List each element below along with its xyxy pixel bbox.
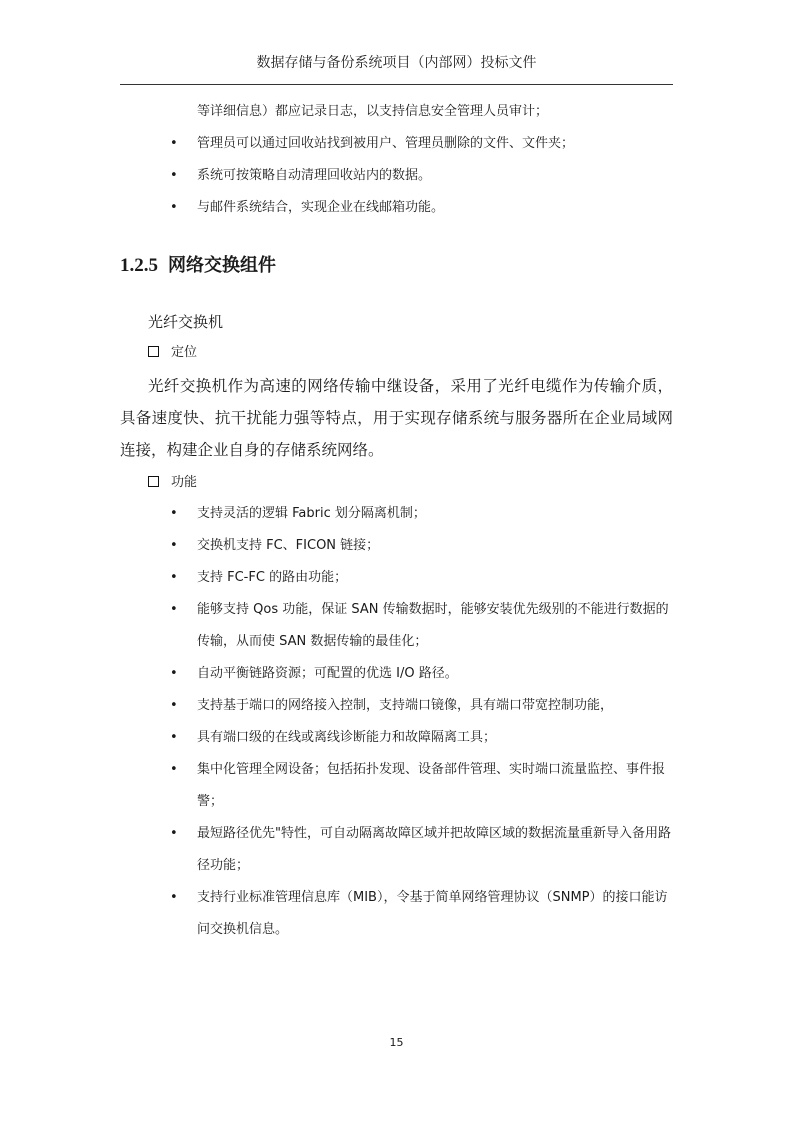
list-item: • 集中化管理全网设备；包括拓扑发现、设备部件管理、实时端口流量监控、事件报警； [120, 754, 673, 818]
positioning-label-text: 定位 [171, 345, 198, 360]
functions-label [120, 468, 673, 498]
list-item: • 具有端口级的在线或离线诊断能力和故障隔离工具； [120, 722, 673, 754]
section-heading [120, 244, 673, 288]
continuation-line: 等详细信息）都应记录日志，以支持信息安全管理人员审计； [197, 104, 549, 119]
positioning-label [120, 338, 673, 368]
section-number: 1.2.5 [120, 255, 158, 276]
list-item: • 与邮件系统结合，实现企业在线邮箱功能。 [120, 192, 673, 224]
list-item: • 支持行业标准管理信息库（MIB），令基于简单网络管理协议（SNMP）的接口能访问交换机信息。 [120, 882, 673, 946]
subsection-title: 光纤交换机 [148, 313, 224, 331]
section-title: 网络交换组件 [168, 255, 276, 276]
header-divider [120, 84, 673, 85]
positioning-paragraph: 光纤交换机作为高速的网络传输中继设备，采用了光纤电缆作为传输介质，具备速度快、抗干扰能力强等特点，用于实现存储系统与服务器所在企业局域网连接，构建企业自身的存储系统网络。 [120, 377, 673, 459]
document-body [120, 96, 673, 946]
list-item: • 支持 FC-FC 的路由功能； [120, 562, 673, 594]
page-number: 15 [389, 1036, 404, 1049]
list-item: • 能够支持 Qos 功能，保证 SAN 传输数据时，能够安装优先级别的不能进行数据的传输，从而使 SAN 数据传输的最佳化； [120, 594, 673, 658]
list-item: • 支持基于端口的网络接入控制，支持端口镜像，具有端口带宽控制功能， [120, 690, 673, 722]
list-item: • 支持灵活的逻辑 Fabric 划分隔离机制； [120, 498, 673, 530]
page-header: 数据存储与备份系统项目（内部网）投标文件 [256, 55, 537, 71]
list-item: • 管理员可以通过回收站找到被用户、管理员删除的文件、文件夹； [120, 128, 673, 160]
continuation-text [120, 96, 673, 128]
list-item: • 自动平衡链路资源；可配置的优选 I/O 路径。 [120, 658, 673, 690]
list-item: • 最短路径优先"特性，可自动隔离故障区域并把故障区域的数据流量重新导入备用路径功能； [120, 818, 673, 882]
functions-label-text: 功能 [171, 475, 198, 490]
list-item: • 交换机支持 FC、FICON 链接； [120, 530, 673, 562]
checkbox-square-icon [148, 476, 159, 487]
checkbox-square-icon [148, 346, 159, 357]
list-item: • 系统可按策略自动清理回收站内的数据。 [120, 160, 673, 192]
